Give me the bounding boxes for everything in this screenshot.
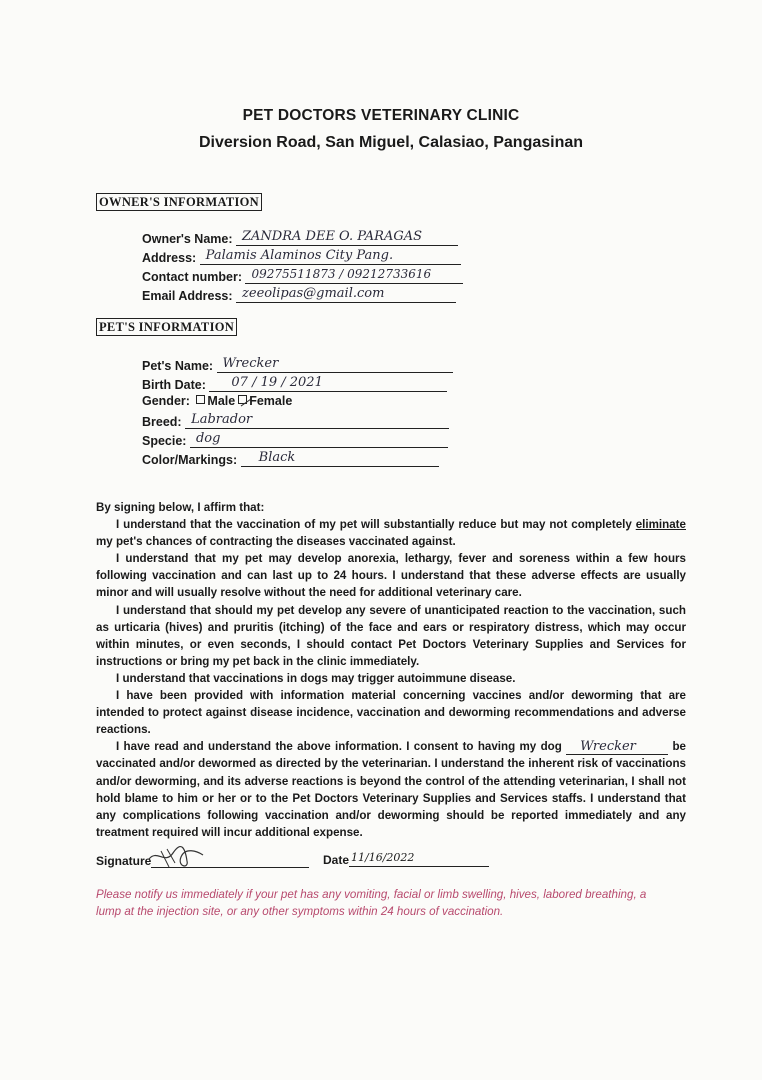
date-field[interactable]: 11/16/2022 — [349, 853, 489, 867]
contact-field[interactable]: 09275511873 / 09212733616 — [245, 267, 463, 284]
breed-label: Breed: — [142, 415, 182, 429]
dog-name-field[interactable]: Wrecker — [566, 740, 668, 755]
pet-section-title: PET'S INFORMATION — [96, 318, 237, 336]
birth-date-field[interactable]: 07 / 19 / 2021 — [209, 375, 447, 392]
specie-field[interactable]: dog — [190, 431, 448, 448]
clinic-name: PET DOCTORS VETERINARY CLINIC — [242, 107, 520, 124]
owner-section-title: OWNER'S INFORMATION — [96, 193, 262, 211]
address-label: Address: — [142, 251, 197, 265]
signature-scribble-icon — [147, 843, 207, 871]
male-checkbox[interactable] — [196, 395, 205, 404]
consent-paragraph-6 — [96, 738, 686, 841]
birth-date-label: Birth Date: — [142, 378, 206, 392]
gender-label: Gender: — [142, 394, 190, 408]
color-label: Color/Markings: — [142, 453, 238, 467]
consent-paragraph-6-end: be vaccinated and/or dewormed as directed by the veterinarian. I understand the inherent risk of vaccinations and/or deworming, and its adverse reactions is beyond the control of the attending veterinarian, I shall not hold blame to him or her or to the Pet Doctors Veterinary Supplies and Services staffs. I understand that any complications following vaccination and/or deworming should be reported immediately and any treatment required will incur additional expense. — [96, 740, 686, 839]
male-label: Male — [207, 394, 236, 408]
contact-label: Contact number: — [142, 270, 242, 284]
pet-name-field[interactable]: Wrecker — [217, 356, 453, 373]
breed-row — [142, 412, 449, 430]
signature-label: Signature — [96, 854, 152, 868]
email-label: Email Address: — [142, 289, 233, 303]
consent-paragraph-4: I understand that vaccinations in dogs may trigger autoimmune disease. — [116, 671, 516, 685]
gender-row — [142, 394, 292, 412]
specie-label: Specie: — [142, 434, 187, 448]
email-field[interactable]: zeeolipas@gmail.com — [236, 286, 456, 303]
consent-paragraph-6-start: I have read and understand the above information. I consent to having my dog — [116, 740, 562, 754]
consent-paragraph-2: I understand that my pet may develop anorexia, lethargy, fever and soreness within a few hours following vaccination and can last up to 24 hours. I understand that these adverse effects are usually minor and will usually resolve without the need for additional veterinary care. — [96, 552, 686, 600]
notice-text: Please notify us immediately if your pet has any vomiting, facial or limb swelling, hives, labored breathing, a lump at the injection site, or any other symptoms within 24 hours of vaccination. — [96, 888, 647, 918]
consent-paragraph-1-end: my pet's chances of contracting the diseases vaccinated against. — [96, 535, 456, 549]
consent-paragraph-1-start: I understand that the vaccination of my pet will substantially reduce but may not completely — [116, 518, 636, 532]
pet-name-label: Pet's Name: — [142, 359, 214, 373]
color-row — [142, 450, 439, 468]
signature-row — [96, 853, 309, 868]
consent-paragraph-1 — [96, 516, 686, 550]
color-field[interactable]: Black — [241, 450, 439, 467]
signature-field[interactable] — [151, 853, 309, 868]
owner-name-label: Owner's Name: — [142, 232, 233, 246]
date-label: Date — [323, 853, 350, 867]
specie-row — [142, 431, 448, 449]
female-label: Female — [249, 394, 293, 408]
owner-name-field[interactable]: ZANDRA DEE O. PARAGAS — [236, 229, 458, 246]
email-row — [142, 286, 456, 304]
owner-name-row — [142, 229, 458, 247]
pet-name-row — [142, 356, 453, 374]
eliminate-underlined: eliminate — [635, 518, 686, 532]
breed-field[interactable]: Labrador — [185, 412, 449, 429]
female-checkbox[interactable] — [238, 395, 247, 404]
consent-paragraph-3: I understand that should my pet develop any severe of unanticipated reaction to the vaccination, such as urticaria (hives) and pruritis (itching) of the face and ears or respiratory distress, which may occur within minutes, or even seconds, I should contact Pet Doctors Veterinary Supplies and Services for instructions or bring my pet back in the clinic immediately. — [96, 603, 686, 668]
clinic-address: Diversion Road, San Miguel, Calasiao, Pangasinan — [198, 134, 584, 151]
consent-intro: By signing below, I affirm that: — [96, 501, 265, 514]
date-row — [323, 853, 489, 867]
consent-paragraph-5: I have been provided with information material concerning vaccines and/or deworming that are intended to protect against disease incidence, vaccination and deworming recommendations and adverse reactions. — [96, 689, 686, 737]
consent-text — [96, 499, 686, 841]
birth-date-row — [142, 375, 447, 393]
contact-row — [142, 267, 463, 285]
address-field[interactable]: Palamis Alaminos City Pang. — [200, 248, 461, 265]
address-row — [142, 248, 461, 266]
